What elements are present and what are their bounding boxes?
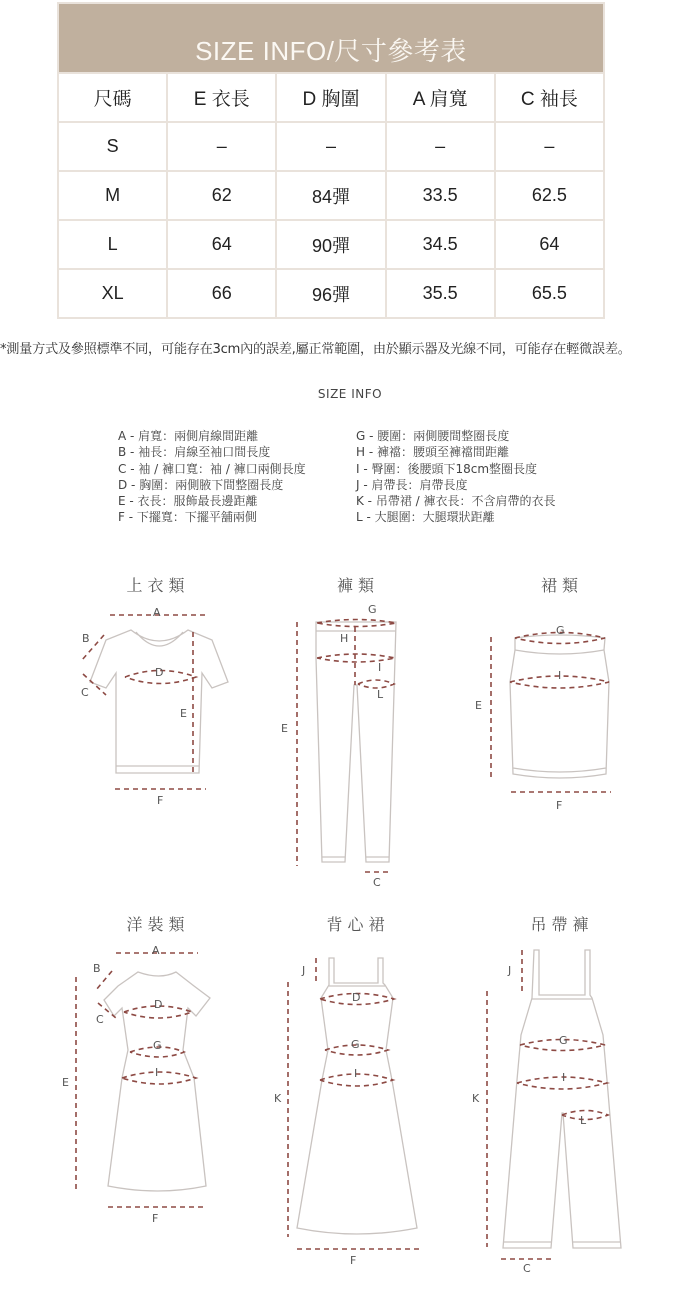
label-K: K xyxy=(472,1092,480,1105)
header-sleeve: C 袖長 xyxy=(495,73,604,122)
label-G: G xyxy=(153,1039,162,1052)
legend-item: J - 肩帶長：肩帶長度 xyxy=(356,477,468,492)
label-I: I xyxy=(562,1071,566,1084)
cell: 64 xyxy=(167,220,276,269)
label-E: E xyxy=(62,1076,69,1089)
pants-title: 褲類 xyxy=(336,576,379,595)
cell: L xyxy=(58,220,167,269)
header-chest: D 胸圍 xyxy=(276,73,385,122)
legend-item: H - 褲襠：腰頭至褲襠間距離 xyxy=(356,445,509,460)
header-size: 尺碼 xyxy=(58,73,167,122)
label-E: E xyxy=(180,707,187,720)
cell: 33.5 xyxy=(386,171,495,220)
legend-item: G - 腰圍：兩側腰間整圈長度 xyxy=(356,429,510,443)
camisole-dress-title: 背心裙 xyxy=(326,915,390,934)
legend-item: D - 胸圍：兩側腋下間整圈長度 xyxy=(118,477,284,492)
header-length: E 衣長 xyxy=(167,73,276,122)
cell: 64 xyxy=(495,220,604,269)
label-E: E xyxy=(281,722,288,735)
cell: – xyxy=(386,122,495,171)
label-C: C xyxy=(523,1262,531,1275)
measurement-note: *測量方式及參照標準不同，可能存在3cm內的誤差,屬正常範圍，由於顯示器及光線不同，可能存在輕微誤差。 xyxy=(0,342,631,357)
label-D: D xyxy=(154,998,163,1011)
cell: 35.5 xyxy=(386,269,495,318)
cell: 96彈 xyxy=(276,269,385,318)
label-I: I xyxy=(558,669,562,682)
legend-item: F - 下擺寬：下擺平舖兩側 xyxy=(118,510,257,525)
label-G: G xyxy=(559,1034,568,1047)
header-shoulder: A 肩寬 xyxy=(386,73,495,122)
overalls-title: 吊帶褲 xyxy=(530,915,594,934)
label-J: J xyxy=(508,964,512,977)
cell: – xyxy=(495,122,604,171)
skirts-title: 裙類 xyxy=(540,576,583,595)
legend-item: E - 衣長：服飾最長邊距離 xyxy=(118,494,258,509)
cell: – xyxy=(276,122,385,171)
cell: 62 xyxy=(167,171,276,220)
legend-item: I - 臀圍：後腰頭下18cm整圈長度 xyxy=(356,461,538,476)
label-C: C xyxy=(373,876,381,889)
legend-item: C - 袖 / 褲口寬：袖 / 褲口兩側長度 xyxy=(118,461,306,476)
label-C: C xyxy=(81,686,89,699)
label-L: L xyxy=(377,688,384,701)
label-I: I xyxy=(378,661,382,674)
size-table-title: SIZE INFO/尺寸參考表 xyxy=(58,3,604,73)
label-D: D xyxy=(352,991,361,1004)
label-F: F xyxy=(350,1254,357,1267)
label-E: E xyxy=(475,699,482,712)
label-H: H xyxy=(340,632,349,645)
cell: – xyxy=(167,122,276,171)
label-K: K xyxy=(274,1092,282,1105)
legend-item: A - 肩寬：兩側肩線間距離 xyxy=(118,429,259,443)
label-F: F xyxy=(556,799,563,812)
cell: 62.5 xyxy=(495,171,604,220)
dresses-title: 洋裝類 xyxy=(126,915,190,934)
cell: 65.5 xyxy=(495,269,604,318)
label-J: J xyxy=(302,964,306,977)
label-L: L xyxy=(580,1114,587,1127)
cell: S xyxy=(58,122,167,171)
label-I: I xyxy=(155,1066,159,1079)
legend-item: B - 袖長：肩線至袖口間長度 xyxy=(118,445,271,460)
label-I: I xyxy=(354,1067,358,1080)
size-info-title: SIZE INFO xyxy=(317,387,383,401)
cell: M xyxy=(58,171,167,220)
label-A: A xyxy=(152,944,160,957)
label-G: G xyxy=(556,624,565,637)
cell: 84彈 xyxy=(276,171,385,220)
legend-item: L - 大腿圍：大腿環狀距離 xyxy=(356,510,495,525)
label-F: F xyxy=(152,1212,159,1225)
label-B: B xyxy=(93,962,101,975)
cell: 34.5 xyxy=(386,220,495,269)
cell: XL xyxy=(58,269,167,318)
tops-title: 上衣類 xyxy=(126,576,190,595)
cell: 66 xyxy=(167,269,276,318)
label-A: A xyxy=(153,606,161,619)
label-G: G xyxy=(368,603,377,616)
label-G: G xyxy=(351,1038,360,1051)
label-C: C xyxy=(96,1013,104,1026)
label-B: B xyxy=(82,632,90,645)
label-F: F xyxy=(157,794,164,807)
cell: 90彈 xyxy=(276,220,385,269)
label-D: D xyxy=(155,666,164,679)
legend-item: K - 吊帶裙 / 褲衣長：不含肩帶的衣長 xyxy=(356,494,556,509)
